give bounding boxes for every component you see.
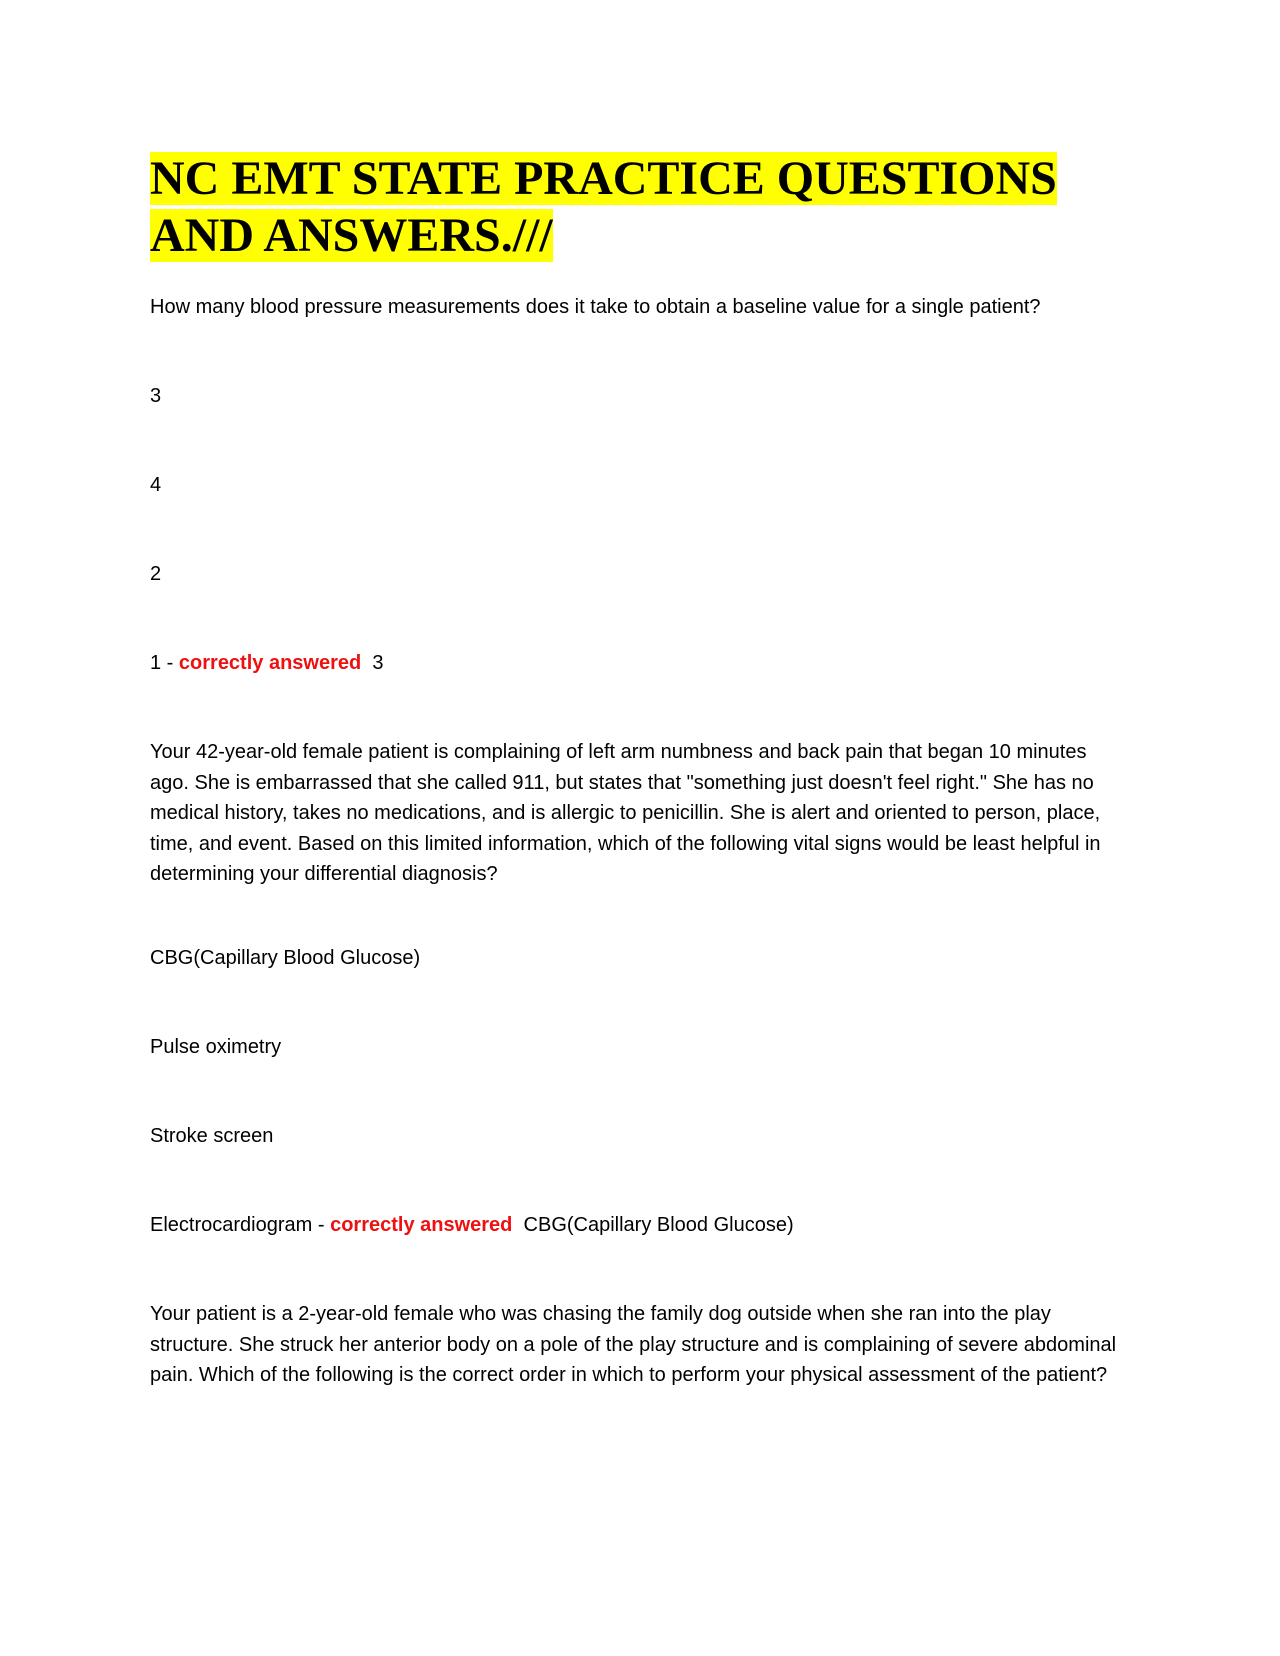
question-1-answer: 3 bbox=[372, 652, 384, 674]
question-1-text: How many blood pressure measurements does it take to obtain a baseline value for a single patient? bbox=[150, 296, 1041, 318]
question-2-option-3: Stroke screen bbox=[150, 1125, 274, 1147]
correct-marker: correctly answered bbox=[330, 1214, 513, 1236]
question-3-text: Your patient is a 2-year-old female who was chasing the family dog outside when she ran into the play structure. She struck her anterior body on a pole of the play structure and is complaining of severe abdominal pain. Which of the following is the correct order in which to perform your physical assessment of the patient? bbox=[150, 1303, 1117, 1386]
correct-marker: correctly answered bbox=[178, 652, 362, 674]
question-1-answer-line: 1 - correctly answered 3 bbox=[150, 652, 384, 674]
document-page bbox=[150, 150, 1130, 1386]
question-2-option-4: Electrocardiogram bbox=[150, 1214, 313, 1236]
question-2-answer: CBG(Capillary Blood Glucose) bbox=[523, 1214, 794, 1236]
question-2-answer-line: Electrocardiogram - correctly answered CBG(Capillary Blood Glucose) bbox=[150, 1214, 794, 1236]
question-1-option-1: 3 bbox=[150, 385, 162, 407]
question-1-option-4: 1 bbox=[150, 652, 162, 674]
question-2-option-1: CBG(Capillary Blood Glucose) bbox=[150, 947, 421, 969]
document-title bbox=[150, 150, 1130, 264]
question-1-option-3: 2 bbox=[150, 563, 162, 585]
title-highlight: NC EMT STATE PRACTICE QUESTIONS AND ANSWERS./// bbox=[150, 152, 1057, 262]
question-2-option-2: Pulse oximetry bbox=[150, 1036, 282, 1058]
question-2-text: Your 42-year-old female patient is complaining of left arm numbness and back pain that began 10 minutes ago. She is embarrassed that she called 911, but states that "something just doesn't feel right." She has no medical history, takes no medications, and is allergic to penicillin. She is alert and oriented to person, place, time, and event. Based on this limited information, which of the following vital signs would be least helpful in determining your differential diagnosis? bbox=[150, 741, 1101, 885]
question-1-option-2: 4 bbox=[150, 474, 162, 496]
